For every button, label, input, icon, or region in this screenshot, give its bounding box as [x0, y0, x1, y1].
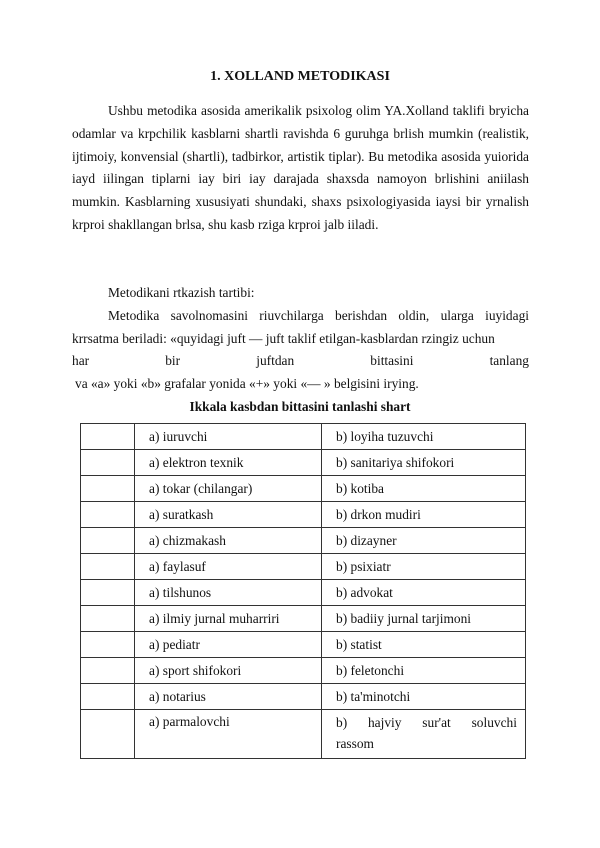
option-b-cell[interactable]: b) kotiba — [322, 476, 526, 502]
option-b-cell[interactable]: b) statist — [322, 632, 526, 658]
option-a-cell[interactable]: a) chizmakash — [135, 528, 322, 554]
spaced-word: bir — [165, 353, 181, 368]
mark-cell[interactable] — [81, 502, 135, 528]
mark-cell[interactable] — [81, 528, 135, 554]
mark-cell[interactable] — [81, 580, 135, 606]
option-b-cell[interactable]: b) dizayner — [322, 528, 526, 554]
instructions-end: va «a» yoki «b» grafalar yonida «+» yoki «— » belgisini irying. — [75, 376, 419, 391]
mark-cell[interactable] — [81, 710, 135, 759]
option-b-cell[interactable] — [322, 710, 526, 759]
option-a-cell[interactable]: a) elektron texnik — [135, 450, 322, 476]
table-row — [81, 606, 526, 632]
procedure-heading: Metodikani rtkazish tartibi: — [108, 285, 255, 300]
table-row — [81, 658, 526, 684]
mark-cell[interactable] — [81, 606, 135, 632]
spaced-word: har — [72, 353, 90, 368]
mark-cell[interactable] — [81, 476, 135, 502]
table-row — [81, 450, 526, 476]
mark-cell[interactable] — [81, 632, 135, 658]
option-a-cell[interactable]: a) suratkash — [135, 502, 322, 528]
option-b-cell[interactable]: b) badiiy jurnal tarjimoni — [322, 606, 526, 632]
option-a-cell[interactable]: a) sport shifokori — [135, 658, 322, 684]
mark-cell[interactable] — [81, 684, 135, 710]
table-row — [81, 476, 526, 502]
mark-cell[interactable] — [81, 658, 135, 684]
option-a-cell[interactable]: a) ilmiy jurnal muharriri — [135, 606, 322, 632]
table-title: Ikkala kasbdan bittasini tanlashi shart — [189, 399, 411, 414]
option-b-cell[interactable]: b) ta'minotchi — [322, 684, 526, 710]
document-title: 1. XOLLAND METODIKASI — [210, 69, 390, 84]
spaced-word: bittasini — [370, 353, 414, 368]
mark-cell[interactable] — [81, 554, 135, 580]
intro-paragraph: Ushbu metodika asosida amerikalik psixolog olim YA.Xolland taklifi bryicha odamlar va krpchilik kasblarni shartli ravishda 6 guruhga brlish mumkin (realistik, ijtimoiy, konvensial (shartli), tadbirkor, artistik tiplar). Bu metodika asosida yuiorida iayd iilingan tiplarni iay biri iay darajada shaxsda namoyon brlishini aniilash mumkin. Kasblarning xususiyati shundaki, shaxs psixologiyasida iaysi bir yrnalish krproi shakllangan brlsa, shu kasb rziga krproi jalb iiladi. — [72, 103, 529, 232]
option-b-second-line: rassom — [336, 736, 374, 751]
table-row — [81, 554, 526, 580]
spaced-word: tanlang — [489, 353, 529, 368]
spaced-word: juftdan — [256, 353, 295, 368]
option-a-cell[interactable]: a) faylasuf — [135, 554, 322, 580]
option-a-cell[interactable]: a) tokar (chilangar) — [135, 476, 322, 502]
table-row — [81, 632, 526, 658]
option-a-cell[interactable]: a) pediatr — [135, 632, 322, 658]
option-a-cell[interactable]: a) parmalovchi — [135, 710, 322, 759]
option-b-cell[interactable]: b) drkon mudiri — [322, 502, 526, 528]
profession-pairs-table — [80, 423, 526, 759]
option-a-cell[interactable]: a) tilshunos — [135, 580, 322, 606]
instructions-paragraph: Metodika savolnomasini riuvchilarga berishdan oldin, ularga iuyidagi krrsatma beriladi: «quyidagi juft — juft taklif etilgan-kasblardan rzingiz uchun — [72, 308, 529, 346]
table-row — [81, 424, 526, 450]
table-row — [81, 710, 526, 759]
mark-cell[interactable] — [81, 424, 135, 450]
option-b-cell[interactable]: b) loyiha tuzuvchi — [322, 424, 526, 450]
option-b-first-line: b) hajviy sur'at soluvchi — [336, 715, 517, 730]
option-b-cell[interactable]: b) advokat — [322, 580, 526, 606]
option-b-cell[interactable]: b) psixiatr — [322, 554, 526, 580]
option-a-cell[interactable]: a) notarius — [135, 684, 322, 710]
option-a-cell[interactable]: a) iuruvchi — [135, 424, 322, 450]
mark-cell[interactable] — [81, 450, 135, 476]
table-row — [81, 528, 526, 554]
option-b-cell[interactable]: b) sanitariya shifokori — [322, 450, 526, 476]
table-row — [81, 684, 526, 710]
option-b-cell[interactable]: b) feletonchi — [322, 658, 526, 684]
instructions-spaced-line — [72, 350, 529, 373]
table-row — [81, 502, 526, 528]
table-row — [81, 580, 526, 606]
